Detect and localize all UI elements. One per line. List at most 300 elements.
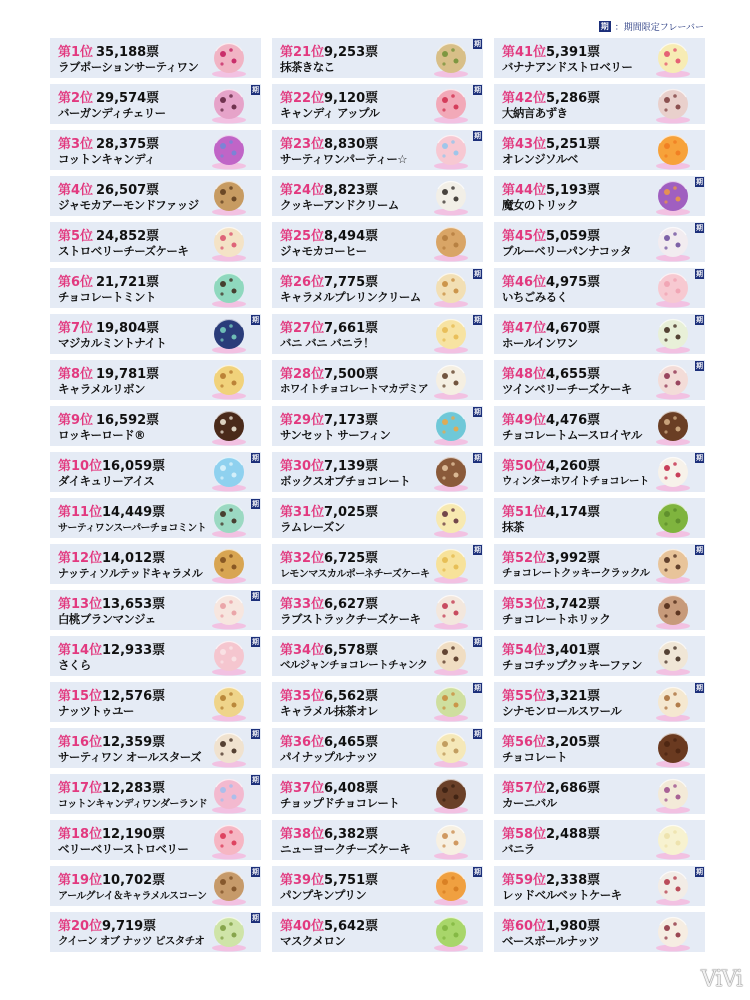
ice-cream-scoop-icon: [429, 590, 473, 630]
flavor-card: [494, 268, 705, 308]
flavor-name: チョコレートホリック: [502, 612, 611, 626]
flavor-votes: 5,193票: [546, 183, 601, 198]
limited-flavor-badge: 期: [252, 454, 259, 462]
flavor-votes: 5,251票: [546, 137, 601, 152]
flavor-rank: 第20位: [58, 919, 103, 934]
limited-flavor-badge: 期: [252, 592, 259, 600]
flavor-card: [272, 682, 483, 722]
flavor-votes: 5,286票: [546, 91, 601, 106]
flavor-card: [272, 590, 483, 630]
flavor-rank: 第21位: [280, 45, 325, 60]
flavor-name: アールグレイ＆キャラメルスコーン: [58, 891, 207, 902]
flavor-card: [272, 130, 483, 170]
ranking-column-3: [494, 38, 705, 952]
flavor-rank: 第57位: [502, 781, 547, 796]
flavor-rank: 第7位: [58, 321, 94, 336]
flavor-card: [272, 728, 483, 768]
limited-flavor-badge: 期: [696, 270, 703, 278]
ice-cream-scoop-icon: [207, 38, 251, 78]
flavor-rank: 第15位: [58, 689, 103, 704]
flavor-card: [272, 360, 483, 400]
flavor-votes: 9,253票: [324, 45, 379, 60]
flavor-votes: 6,578票: [324, 643, 379, 658]
flavor-card: [272, 636, 483, 676]
flavor-card: [494, 176, 705, 216]
ice-cream-scoop-icon: [429, 866, 473, 906]
flavor-card: [272, 268, 483, 308]
flavor-votes: 12,190票: [102, 827, 166, 842]
flavor-votes: 7,173票: [324, 413, 379, 428]
limited-flavor-badge: 期: [474, 86, 481, 94]
flavor-name: キャラメル抹茶オレ: [280, 704, 378, 718]
limited-flavor-tag: 期: [600, 22, 609, 31]
flavor-votes: 4,975票: [546, 275, 601, 290]
flavor-name: レッドベルベットケーキ: [502, 888, 622, 902]
flavor-rank: 第39位: [280, 873, 325, 888]
flavor-name: パイナップルナッツ: [280, 750, 378, 764]
flavor-votes: 3,401票: [546, 643, 601, 658]
flavor-votes: 3,321票: [546, 689, 601, 704]
flavor-card: [50, 682, 261, 722]
flavor-name: ラブポーションサーティワン: [58, 60, 199, 74]
flavor-name: ラムレーズン: [280, 520, 345, 534]
flavor-rank: 第41位: [502, 45, 547, 60]
flavor-name: ホワイトチョコレートマカデミア: [280, 383, 428, 395]
flavor-rank: 第60位: [502, 919, 547, 934]
flavor-card: [494, 912, 705, 952]
ice-cream-scoop-icon: [651, 728, 695, 768]
ice-cream-scoop-icon: [429, 682, 473, 722]
limited-flavor-badge: 期: [252, 868, 259, 876]
ice-cream-scoop-icon: [207, 636, 251, 676]
flavor-votes: 28,375票: [96, 137, 160, 152]
flavor-card: [50, 176, 261, 216]
flavor-rank: 第53位: [502, 597, 547, 612]
flavor-votes: 2,686票: [546, 781, 601, 796]
flavor-card: [494, 38, 705, 78]
flavor-name: ボックスオブチョコレート: [280, 474, 410, 488]
flavor-votes: 4,655票: [546, 367, 601, 382]
flavor-name: シナモンロールスワール: [502, 704, 622, 718]
flavor-rank: 第17位: [58, 781, 103, 796]
flavor-votes: 21,721票: [96, 275, 160, 290]
ice-cream-scoop-icon: [429, 222, 473, 262]
ice-cream-scoop-icon: [651, 406, 695, 446]
limited-flavor-badge: 期: [696, 684, 703, 692]
watermark-logo: ViVi: [700, 967, 742, 992]
ice-cream-scoop-icon: [207, 84, 251, 124]
flavor-card: [50, 820, 261, 860]
ice-cream-scoop-icon: [429, 636, 473, 676]
limited-flavor-badge: 期: [252, 86, 259, 94]
limited-flavor-badge: 期: [474, 730, 481, 738]
flavor-rank: 第25位: [280, 229, 325, 244]
ice-cream-scoop-icon: [651, 590, 695, 630]
limited-flavor-badge: 期: [696, 868, 703, 876]
flavor-votes: 4,476票: [546, 413, 601, 428]
flavor-name: サーティワンスーパーチョコミント: [58, 523, 206, 534]
flavor-votes: 9,719票: [102, 919, 157, 934]
ice-cream-scoop-icon: [429, 38, 473, 78]
flavor-name: ベルジャンチョコレートチャンク: [280, 659, 428, 671]
flavor-card: [50, 406, 261, 446]
limited-flavor-badge: 期: [696, 362, 703, 370]
flavor-votes: 12,933票: [102, 643, 166, 658]
flavor-name: バナナアンドストロベリー: [502, 60, 633, 74]
limited-flavor-badge: 期: [252, 914, 259, 922]
flavor-name: チョップドチョコレート: [280, 796, 400, 810]
flavor-rank: 第28位: [280, 367, 325, 382]
flavor-votes: 8,494票: [324, 229, 379, 244]
flavor-name: ストロベリーチーズケーキ: [58, 244, 189, 258]
flavor-name: ナッツトゥユー: [58, 704, 134, 718]
flavor-rank: 第4位: [58, 183, 94, 198]
flavor-votes: 16,059票: [102, 459, 166, 474]
limited-flavor-badge: 期: [252, 638, 259, 646]
limited-flavor-badge: 期: [474, 868, 481, 876]
flavor-votes: 3,742票: [546, 597, 601, 612]
flavor-rank: 第46位: [502, 275, 547, 290]
flavor-name: キャラメルリボン: [58, 382, 145, 396]
flavor-name: 抹茶きなこ: [280, 60, 335, 74]
flavor-rank: 第30位: [280, 459, 325, 474]
ice-cream-scoop-icon: [429, 728, 473, 768]
flavor-name: ベリーベリーストロベリー: [58, 842, 189, 856]
flavor-rank: 第50位: [502, 459, 547, 474]
ice-cream-scoop-icon: [651, 452, 695, 492]
ice-cream-scoop-icon: [429, 820, 473, 860]
legend: [599, 20, 704, 33]
flavor-card: [494, 820, 705, 860]
flavor-rank: 第19位: [58, 873, 103, 888]
flavor-votes: 12,283票: [102, 781, 166, 796]
flavor-name: ウィンターホワイトチョコレート: [502, 475, 649, 487]
ranking-column-1: [50, 38, 261, 952]
flavor-rank: 第33位: [280, 597, 325, 612]
ice-cream-scoop-icon: [207, 774, 251, 814]
flavor-name: ダイキュリーアイス: [58, 474, 155, 488]
ice-cream-scoop-icon: [651, 774, 695, 814]
flavor-rank: 第27位: [280, 321, 325, 336]
flavor-name: レモンマスカルポーネチーズケーキ: [280, 569, 430, 580]
flavor-votes: 16,592票: [96, 413, 160, 428]
flavor-name: ジャモカアーモンドファッジ: [58, 198, 199, 212]
flavor-rank: 第11位: [58, 505, 103, 520]
flavor-name: チョコレートクッキークラックル: [502, 567, 650, 579]
flavor-name: ナッティソルテッドキャラメル: [58, 567, 203, 580]
flavor-rank: 第32位: [280, 551, 325, 566]
flavor-name: ラブストラックチーズケーキ: [280, 612, 421, 626]
ice-cream-scoop-icon: [207, 866, 251, 906]
flavor-name: チョコチップクッキーファン: [502, 658, 642, 672]
flavor-votes: 2,338票: [546, 873, 601, 888]
flavor-rank: 第34位: [280, 643, 325, 658]
limited-flavor-badge: 期: [696, 546, 703, 554]
ice-cream-scoop-icon: [429, 268, 473, 308]
ice-cream-scoop-icon: [651, 912, 695, 952]
flavor-rank: 第31位: [280, 505, 325, 520]
flavor-votes: 6,465票: [324, 735, 379, 750]
ice-cream-scoop-icon: [207, 820, 251, 860]
ice-cream-scoop-icon: [651, 636, 695, 676]
flavor-votes: 1,980票: [546, 919, 601, 934]
flavor-rank: 第36位: [280, 735, 325, 750]
ice-cream-scoop-icon: [651, 268, 695, 308]
flavor-rank: 第29位: [280, 413, 325, 428]
ranking-column-2: [272, 38, 483, 952]
flavor-rank: 第35位: [280, 689, 325, 704]
flavor-card: [494, 222, 705, 262]
ice-cream-scoop-icon: [207, 728, 251, 768]
flavor-card: [50, 498, 261, 538]
flavor-card: [494, 774, 705, 814]
flavor-name: さくら: [58, 658, 91, 672]
flavor-card: [494, 314, 705, 354]
flavor-votes: 4,670票: [546, 321, 601, 336]
flavor-name: ツインベリーチーズケーキ: [502, 382, 632, 396]
flavor-rank: 第58位: [502, 827, 547, 842]
ice-cream-scoop-icon: [429, 498, 473, 538]
ice-cream-scoop-icon: [651, 314, 695, 354]
flavor-name: サンセット サーフィン: [280, 428, 391, 442]
limited-flavor-badge: 期: [474, 638, 481, 646]
flavor-votes: 7,661票: [324, 321, 379, 336]
ice-cream-scoop-icon: [207, 912, 251, 952]
flavor-name: オレンジソルベ: [502, 152, 578, 166]
flavor-name: チョコレートムースロイヤル: [502, 428, 642, 442]
flavor-rank: 第14位: [58, 643, 103, 658]
flavor-card: [494, 84, 705, 124]
flavor-votes: 6,627票: [324, 597, 379, 612]
flavor-card: [50, 38, 261, 78]
ice-cream-scoop-icon: [429, 912, 473, 952]
flavor-rank: 第9位: [58, 413, 94, 428]
flavor-rank: 第40位: [280, 919, 325, 934]
flavor-rank: 第56位: [502, 735, 547, 750]
flavor-name: 抹茶: [502, 520, 524, 534]
flavor-name: マスクメロン: [280, 934, 346, 948]
flavor-rank: 第49位: [502, 413, 547, 428]
ice-cream-scoop-icon: [651, 544, 695, 584]
flavor-votes: 7,139票: [324, 459, 379, 474]
legend-label: ：期間限定フレーバー: [614, 23, 704, 33]
limited-flavor-badge: 期: [474, 408, 481, 416]
flavor-rank: 第23位: [280, 137, 325, 152]
flavor-card: [50, 636, 261, 676]
ice-cream-scoop-icon: [207, 452, 251, 492]
limited-flavor-badge: 期: [696, 224, 703, 232]
flavor-votes: 6,408票: [324, 781, 379, 796]
flavor-name: カーニバル: [502, 796, 557, 810]
flavor-name: コットンキャンディ: [58, 152, 155, 166]
ice-cream-scoop-icon: [651, 222, 695, 262]
flavor-card: [272, 774, 483, 814]
flavor-votes: 7,775票: [324, 275, 379, 290]
ice-cream-scoop-icon: [429, 84, 473, 124]
flavor-rank: 第24位: [280, 183, 325, 198]
flavor-votes: 4,260票: [546, 459, 601, 474]
flavor-rank: 第38位: [280, 827, 325, 842]
flavor-name: チョコレートミント: [58, 290, 156, 304]
flavor-votes: 6,725票: [324, 551, 379, 566]
flavor-card: [494, 406, 705, 446]
flavor-card: [272, 314, 483, 354]
flavor-votes: 12,576票: [102, 689, 166, 704]
flavor-rank: 第51位: [502, 505, 547, 520]
flavor-votes: 6,562票: [324, 689, 379, 704]
flavor-card: [494, 498, 705, 538]
flavor-card: [50, 314, 261, 354]
flavor-name: キャンディ アップル: [280, 106, 380, 120]
flavor-votes: 7,025票: [324, 505, 379, 520]
flavor-votes: 5,059票: [546, 229, 601, 244]
ice-cream-scoop-icon: [429, 774, 473, 814]
flavor-rank: 第5位: [58, 229, 94, 244]
flavor-card: [272, 452, 483, 492]
flavor-rank: 第1位: [58, 45, 94, 60]
ice-cream-scoop-icon: [207, 314, 251, 354]
flavor-votes: 2,488票: [546, 827, 601, 842]
limited-flavor-badge: 期: [474, 684, 481, 692]
ice-cream-scoop-icon: [651, 176, 695, 216]
ice-cream-scoop-icon: [429, 130, 473, 170]
limited-flavor-badge: 期: [696, 454, 703, 462]
ice-cream-scoop-icon: [207, 544, 251, 584]
flavor-card: [272, 866, 483, 906]
flavor-card: [50, 84, 261, 124]
flavor-rank: 第47位: [502, 321, 547, 336]
flavor-rank: 第3位: [58, 137, 94, 152]
flavor-rank: 第43位: [502, 137, 547, 152]
flavor-rank: 第44位: [502, 183, 547, 198]
flavor-card: [494, 360, 705, 400]
ice-cream-scoop-icon: [429, 406, 473, 446]
flavor-rank: 第6位: [58, 275, 94, 290]
flavor-votes: 26,507票: [96, 183, 160, 198]
limited-flavor-badge: 期: [252, 730, 259, 738]
ice-cream-scoop-icon: [429, 176, 473, 216]
flavor-votes: 19,781票: [96, 367, 160, 382]
limited-flavor-badge: 期: [252, 500, 259, 508]
flavor-card: [272, 84, 483, 124]
flavor-name: ベースボールナッツ: [502, 934, 600, 948]
flavor-votes: 19,804票: [96, 321, 160, 336]
ice-cream-scoop-icon: [207, 682, 251, 722]
flavor-rank: 第18位: [58, 827, 103, 842]
ice-cream-scoop-icon: [429, 452, 473, 492]
flavor-card: [272, 406, 483, 446]
flavor-rank: 第22位: [280, 91, 325, 106]
flavor-card: [272, 176, 483, 216]
ice-cream-scoop-icon: [651, 84, 695, 124]
flavor-rank: 第37位: [280, 781, 325, 796]
flavor-rank: 第45位: [502, 229, 547, 244]
flavor-card: [50, 866, 261, 906]
flavor-name: ジャモカコーヒー: [280, 244, 367, 258]
flavor-rank: 第8位: [58, 367, 94, 382]
flavor-card: [494, 544, 705, 584]
flavor-rank: 第26位: [280, 275, 325, 290]
flavor-name: 魔女のトリック: [502, 198, 578, 212]
flavor-card: [272, 222, 483, 262]
flavor-name: サーティワン オールスターズ: [58, 750, 202, 764]
limited-flavor-badge: 期: [474, 270, 481, 278]
flavor-card: [50, 222, 261, 262]
flavor-card: [50, 452, 261, 492]
ice-cream-scoop-icon: [429, 544, 473, 584]
flavor-name: バニラ: [502, 842, 535, 856]
flavor-votes: 24,852票: [96, 229, 160, 244]
ice-cream-scoop-icon: [207, 498, 251, 538]
flavor-name: パンプキンプリン: [280, 888, 367, 902]
flavor-name: バーガンディチェリー: [58, 106, 166, 120]
flavor-votes: 12,359票: [102, 735, 166, 750]
flavor-name: マジカルミントナイト: [58, 336, 167, 350]
flavor-votes: 5,751票: [324, 873, 379, 888]
flavor-votes: 8,830票: [324, 137, 379, 152]
flavor-votes: 3,205票: [546, 735, 601, 750]
flavor-rank: 第16位: [58, 735, 103, 750]
limited-flavor-badge: 期: [252, 316, 259, 324]
flavor-name: チョコレート: [502, 750, 568, 764]
flavor-card: [494, 452, 705, 492]
flavor-rank: 第59位: [502, 873, 547, 888]
flavor-votes: 8,823票: [324, 183, 379, 198]
flavor-name: コットンキャンディワンダーランド: [58, 799, 207, 810]
flavor-rank: 第42位: [502, 91, 547, 106]
flavor-votes: 5,391票: [546, 45, 601, 60]
ice-cream-scoop-icon: [651, 360, 695, 400]
limited-flavor-badge: 期: [696, 178, 703, 186]
ice-cream-scoop-icon: [207, 360, 251, 400]
flavor-rank: 第54位: [502, 643, 547, 658]
flavor-card: [272, 912, 483, 952]
ice-cream-scoop-icon: [207, 130, 251, 170]
flavor-card: [50, 774, 261, 814]
flavor-name: 白桃ブランマンジェ: [58, 612, 156, 626]
flavor-votes: 14,012票: [102, 551, 166, 566]
flavor-votes: 10,702票: [102, 873, 166, 888]
limited-flavor-badge: 期: [474, 132, 481, 140]
flavor-name: ロッキーロード®: [58, 428, 145, 442]
flavor-card: [50, 590, 261, 630]
ranking-columns: [50, 38, 706, 952]
limited-flavor-badge: 期: [474, 316, 481, 324]
flavor-name: バニ バニ バニラ！: [280, 336, 375, 350]
flavor-votes: 9,120票: [324, 91, 379, 106]
flavor-card: [494, 590, 705, 630]
flavor-card: [50, 728, 261, 768]
flavor-card: [272, 544, 483, 584]
flavor-votes: 13,653票: [102, 597, 166, 612]
flavor-rank: 第13位: [58, 597, 103, 612]
limited-flavor-badge: 期: [252, 776, 259, 784]
ice-cream-scoop-icon: [207, 406, 251, 446]
ice-cream-scoop-icon: [429, 314, 473, 354]
flavor-votes: 7,500票: [324, 367, 379, 382]
limited-flavor-badge: 期: [696, 316, 703, 324]
flavor-rank: 第52位: [502, 551, 547, 566]
flavor-name: ホールインワン: [502, 336, 578, 350]
flavor-rank: 第10位: [58, 459, 103, 474]
flavor-card: [494, 728, 705, 768]
flavor-votes: 3,992票: [546, 551, 601, 566]
ice-cream-scoop-icon: [651, 820, 695, 860]
flavor-votes: 6,382票: [324, 827, 379, 842]
flavor-rank: 第55位: [502, 689, 547, 704]
flavor-rank: 第12位: [58, 551, 103, 566]
flavor-name: キャラメルプレリンクリーム: [280, 290, 421, 304]
